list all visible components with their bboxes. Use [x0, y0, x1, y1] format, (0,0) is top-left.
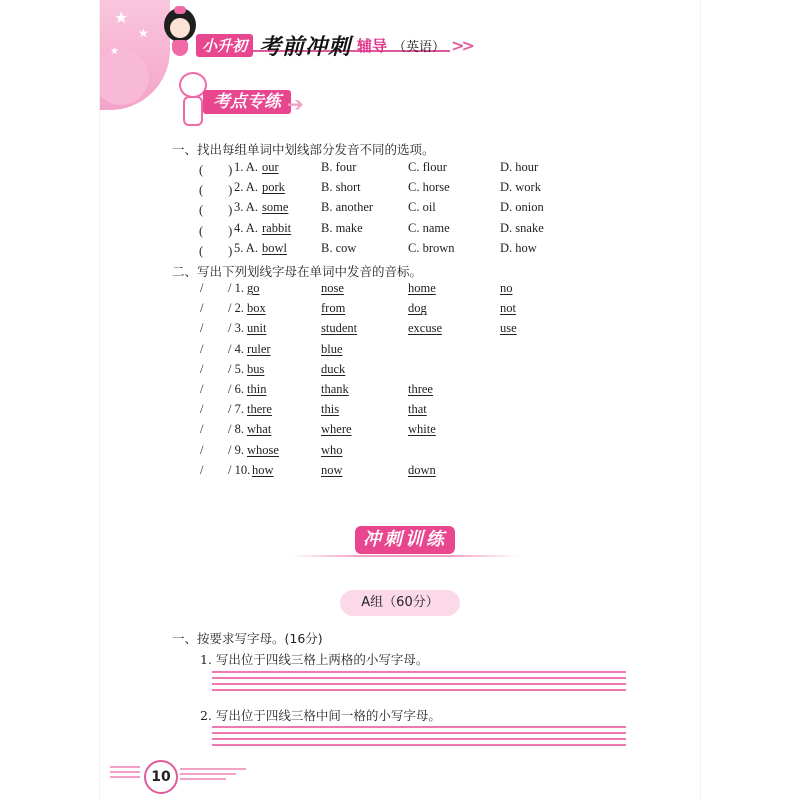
star-icon: ★ [138, 26, 149, 40]
word: now [321, 462, 343, 477]
section-heading-training [290, 522, 520, 562]
option-cell: 3. A. [234, 200, 258, 215]
section-label: 冲刺训练 [355, 526, 455, 554]
option-cell: B. four [321, 160, 357, 174]
option-cell: D. how [500, 240, 537, 255]
word: nose [321, 281, 344, 295]
answer-blank[interactable]: ( ) [199, 203, 233, 218]
item-number: / 3. [228, 321, 244, 336]
group-badge: A组（60分） [340, 590, 460, 616]
writing-lines[interactable] [212, 726, 626, 750]
section-heading-practice [175, 72, 315, 127]
word: that [408, 402, 427, 417]
answer-blank[interactable]: ( ) [199, 243, 233, 258]
item-number: / 6. [228, 382, 244, 396]
phonetic-blank-start[interactable]: / [200, 402, 204, 417]
option-cell: C. oil [408, 200, 436, 215]
option-cell: B. make [321, 220, 363, 235]
word: white [408, 422, 436, 437]
answer-blank[interactable]: ( ) [199, 163, 233, 177]
word: student [321, 321, 358, 336]
word: not [500, 301, 516, 316]
question-heading: 一、找出每组单词中划线部分发音不同的选项。 [172, 142, 435, 157]
item-number: / 8. [228, 422, 244, 437]
option-cell: 5. A. [234, 240, 258, 255]
page-number: 10 [144, 760, 178, 794]
word: home [408, 281, 436, 295]
word: how [252, 462, 274, 477]
option-cell: 2. A. [234, 180, 258, 195]
word: duck [321, 361, 346, 376]
word: this [321, 402, 340, 417]
item-number: / 7. [228, 402, 244, 417]
word: bus [247, 361, 265, 376]
phonetic-blank-start[interactable]: / [200, 361, 204, 376]
answer-blank[interactable]: ( ) [199, 223, 233, 238]
phonetic-blank-start[interactable]: / [200, 382, 204, 396]
word: box [247, 301, 266, 316]
mascot-girl-icon [160, 8, 200, 56]
option-a-word: rabbit [262, 220, 292, 235]
item-number: / 4. [228, 341, 244, 356]
header-tag: 小升初 [196, 34, 253, 57]
word: where [321, 422, 352, 437]
answer-blank[interactable]: ( ) [199, 183, 233, 198]
option-cell: B. another [321, 200, 374, 215]
header-subtitle: 辅导 [357, 37, 388, 55]
word: thin [247, 382, 267, 396]
word: dog [408, 301, 427, 316]
word: thank [321, 382, 349, 396]
option-a-word: our [262, 160, 279, 174]
question-heading: 一、按要求写字母。(16分) [172, 631, 323, 646]
question-heading: 二、写出下列划线字母在单词中发音的音标。 [172, 264, 423, 279]
word: unit [247, 321, 267, 336]
item-number: / 10. [228, 462, 251, 477]
option-a-word: bowl [262, 240, 287, 255]
section-label: 考点专练 [203, 90, 291, 114]
word: excuse [408, 321, 443, 336]
exercise-item: 1. 写出位于四线三格上两格的小写字母。 [200, 652, 429, 667]
word: use [500, 321, 517, 336]
header-title [196, 30, 472, 61]
option-cell: D. hour [500, 160, 539, 174]
option-cell: B. short [321, 180, 361, 195]
option-cell: C. name [408, 220, 450, 235]
word: three [408, 382, 433, 396]
footer [110, 760, 250, 790]
word: what [247, 422, 272, 437]
word: ruler [247, 341, 271, 356]
header-main-title: 考前冲刺 [259, 35, 352, 60]
option-a-word: some [262, 200, 289, 215]
phonetic-blank-start[interactable]: / [200, 462, 204, 477]
arrow-icon: >> [451, 36, 472, 55]
option-cell: C. brown [408, 240, 455, 255]
writing-lines[interactable] [212, 671, 626, 695]
exercise-item: 2. 写出位于四线三格中间一格的小写字母。 [200, 708, 441, 723]
option-cell: 4. A. [234, 220, 258, 235]
item-number: / 9. [228, 442, 244, 457]
item-number: / 2. [228, 301, 244, 316]
word: there [247, 402, 272, 417]
phonetic-blank-start[interactable]: / [200, 281, 204, 295]
option-cell: D. onion [500, 200, 544, 215]
phonetic-blank-start[interactable]: / [200, 321, 204, 336]
item-number: / 1. [228, 281, 244, 295]
header-language: （英语） [393, 40, 446, 55]
star-icon: ★ [110, 46, 119, 57]
star-icon: ★ [114, 8, 129, 27]
phonetic-blank-start[interactable]: / [200, 341, 204, 356]
arrow-icon: ➔ [287, 92, 304, 116]
phonetic-blank-start[interactable]: / [200, 422, 204, 437]
option-cell: B. cow [321, 240, 357, 255]
word: who [321, 442, 343, 457]
word: down [408, 462, 436, 477]
option-cell: C. horse [408, 180, 450, 195]
word: go [247, 281, 260, 295]
option-cell: 1. A. [234, 160, 258, 174]
word: blue [321, 341, 343, 356]
word: no [500, 281, 513, 295]
word: whose [247, 442, 279, 457]
word: from [321, 301, 346, 316]
option-cell: D. snake [500, 220, 544, 235]
option-cell: D. work [500, 180, 541, 195]
option-a-word: pork [262, 180, 285, 195]
option-cell: C. flour [408, 160, 447, 174]
phonetic-blank-start[interactable]: / [200, 442, 204, 457]
item-number: / 5. [228, 361, 244, 376]
phonetic-blank-start[interactable]: / [200, 301, 204, 316]
